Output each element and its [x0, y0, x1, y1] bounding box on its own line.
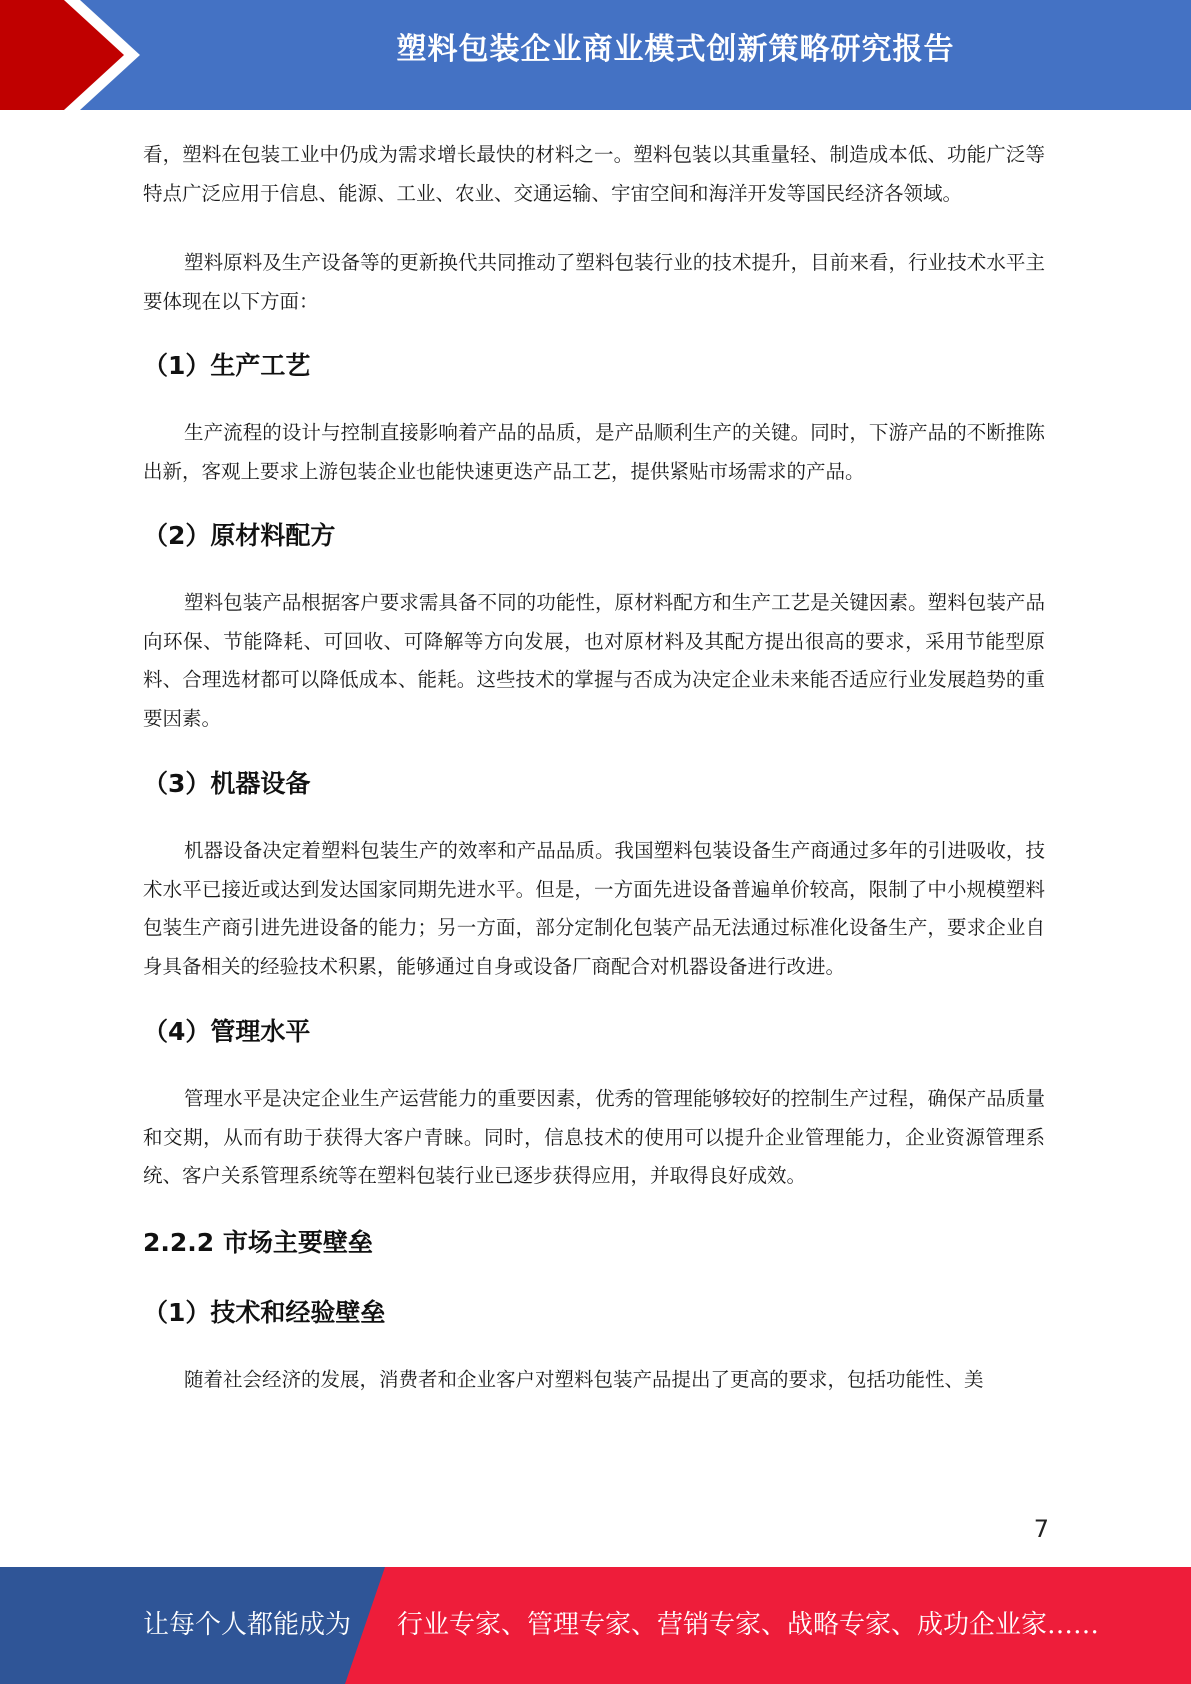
- paragraph: 机器设备决定着塑料包装生产的效率和产品品质。我国塑料包装设备生产商通过多年的引进吸收，技术水平已接近或达到发达国家同期先进水平。但是，一方面先进设备普遍单价较高，限制了中小规模塑料包装生产商引进先进设备的能力；另一方面，部分定制化包装产品无法通过标准化设备生产，要求企业自身具备相关的经验技术积累，能够通过自身或设备厂商配合对机器设备进行改进。: [143, 839, 1045, 978]
- page-header: [0, 0, 1191, 112]
- paragraph: 塑料包装产品根据客户要求需具备不同的功能性，原材料配方和生产工艺是关键因素。塑料包装产品向环保、节能降耗、可回收、可降解等方向发展，也对原材料及其配方提出很高的要求，采用节能型原料、合理选材都可以降低成本、能耗。这些技术的掌握与否成为决定企业未来能否适应行业发展趋势的重要因素。: [143, 591, 1045, 730]
- subsection-heading: （4）管理水平: [143, 1017, 311, 1046]
- paragraph: 管理水平是决定企业生产运营能力的重要因素，优秀的管理能够较好的控制生产过程，确保产品质量和交期，从而有助于获得大客户青睐。同时，信息技术的使用可以提升企业管理能力，企业资源管理系统、客户关系管理系统等在塑料包装行业已逐步获得应用，并取得良好成效。: [143, 1087, 1045, 1187]
- page-number: 7: [1033, 1515, 1049, 1543]
- footer-slogan: 让每个人都能成为: [143, 1610, 352, 1640]
- report-title: 塑料包装企业商业模式创新策略研究报告: [396, 32, 955, 67]
- subsection-heading: （2）原材料配方: [143, 521, 336, 550]
- subsection-heading: （3）机器设备: [143, 769, 311, 798]
- footer-tagline: 行业专家、管理专家、营销专家、战略专家、成功企业家……: [397, 1610, 1100, 1640]
- subsection-heading: （1）技术和经验壁垒: [143, 1297, 386, 1327]
- paragraph: 看，塑料在包装工业中仍成为需求增长最快的材料之一。塑料包装以其重量轻、制造成本低、功能广泛等特点广泛应用于信息、能源、工业、农业、交通运输、宇宙空间和海洋开发等国民经济各领域。: [143, 143, 1045, 205]
- subsection-heading: （1）生产工艺: [143, 351, 311, 380]
- section-heading: 2.2.2 市场主要壁垒: [143, 1227, 373, 1257]
- page-footer: [0, 1567, 1191, 1684]
- paragraph: 随着社会经济的发展，消费者和企业客户对塑料包装产品提出了更高的要求，包括功能性、美: [184, 1367, 984, 1391]
- paragraph: 生产流程的设计与控制直接影响着产品的品质，是产品顺利生产的关键。同时，下游产品的不断推陈出新，客观上要求上游包装企业也能快速更迭产品工艺，提供紧贴市场需求的产品。: [143, 421, 1045, 483]
- paragraph: 塑料原料及生产设备等的更新换代共同推动了塑料包装行业的技术提升，目前来看，行业技术水平主要体现在以下方面：: [143, 251, 1045, 313]
- document-body: [143, 136, 1045, 1399]
